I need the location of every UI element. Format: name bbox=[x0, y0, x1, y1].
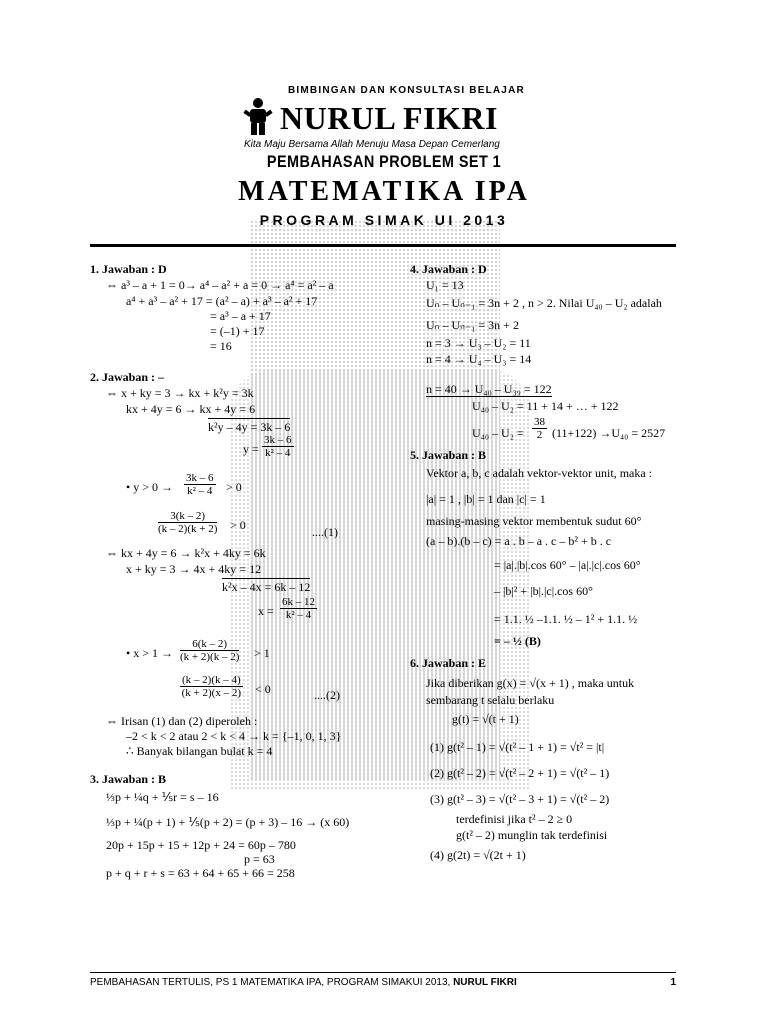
solution-line: g(t² – 2) munglin tak terdefinisi bbox=[456, 828, 608, 842]
solution-line: masing-masing vektor membentuk sudut 60° bbox=[426, 514, 642, 528]
solution-line: Jika diberikan g(x) = √(x + 1) , maka untuk bbox=[426, 676, 635, 690]
solution-line: ⇔ Irisan (1) dan (2) diperoleh : bbox=[106, 714, 258, 728]
answer-2-heading: 2. Jawaban : – bbox=[90, 370, 165, 384]
solution-line: ⇔ x + ky = 3 → kx + k²y = 3k bbox=[106, 386, 254, 400]
solution-line: ⇔ kx + 4y = 6 → k²x + 4ky = 6k bbox=[106, 546, 266, 560]
solution-line: –2 < k < 2 atau 2 < k < 4 → k = {–1, 0, 1, 3} bbox=[126, 729, 342, 743]
solution-line: n = 40 → U₄₀ – U₃₉ = 122 bbox=[426, 382, 552, 396]
solution-line: U₄₀ – U₂ = bbox=[472, 426, 524, 440]
solution-line: ∴ Banyak bilangan bulat k = 4 bbox=[126, 744, 273, 758]
solution-line: (4) g(2t) = √(2t + 1) bbox=[430, 848, 526, 862]
solution-line: ⇔ a³ – a + 1 = 0→ a⁴ – a² + a = 0 → a⁴ = a² – a bbox=[106, 278, 334, 292]
solution-line: x + ky = 3 → 4x + 4ky = 12 bbox=[126, 562, 262, 576]
motto: Kita Maju Bersama Allah Menuju Masa Depan Cemerlang bbox=[244, 139, 500, 150]
fraction: $\frac{6(k - 2)}{(k + 2)(k - 2)}$ bbox=[180, 638, 240, 663]
program-title: PROGRAM SIMAK UI 2013 bbox=[259, 212, 509, 228]
solution-line: • x > 1 → bbox=[126, 646, 173, 660]
solution-line: U₁ = 13 bbox=[426, 278, 464, 292]
doc-title: PEMBAHASAN PROBLEM SET 1 bbox=[266, 152, 502, 171]
solution-line: > 0 bbox=[230, 518, 246, 532]
answer-6-heading: 6. Jawaban : E bbox=[410, 656, 487, 670]
solution-line: ....(1) bbox=[312, 525, 338, 539]
fraction: $\frac{3k - 6}{\text{k² – 4}}$ bbox=[264, 434, 292, 459]
solution-line: x = bbox=[258, 604, 274, 618]
solution-line: k²y – 4y = 3k – 6 bbox=[208, 420, 291, 434]
solution-line: (a – b).(b – c) = a . b – a . c – b² + b . c bbox=[426, 534, 612, 548]
solution-line: • y > 0 → bbox=[126, 480, 173, 494]
solution-line: 20p + 15p + 15 + 12p + 24 = 60p – 780 bbox=[106, 838, 296, 852]
solution-line: p = 63 bbox=[244, 852, 275, 866]
person-logo-icon bbox=[242, 98, 274, 136]
subject-title: MATEMATIKA IPA bbox=[238, 176, 530, 207]
fraction: $\frac{3k - 6}{\text{k² – 4}}$ bbox=[186, 472, 214, 497]
solution-line: = – ½ (B) bbox=[494, 634, 541, 648]
solution-line: (3) g(t² – 3) = √(t² – 3 + 1) = √(t² – 2) bbox=[430, 792, 610, 806]
org-name: BIMBINGAN DAN KONSULTASI BELAJAR bbox=[288, 85, 525, 96]
fraction: $\frac{(k - 2)(k - 4)}{(k + 2)(x - 2)}$ bbox=[181, 674, 241, 699]
solution-line: = 16 bbox=[210, 339, 232, 353]
solution-line: ⅓p + ¼q + ⅕r = s – 16 bbox=[106, 790, 219, 804]
solution-line: > 1 bbox=[254, 646, 270, 660]
solution-line: – |b|² + |b|.|c|.cos 60° bbox=[494, 584, 593, 598]
solution-line: sembarang t selalu berlaku bbox=[426, 693, 555, 707]
solution-line: Vektor a, b, c adalah vektor-vektor unit, maka : bbox=[426, 466, 653, 480]
solution-line: = a³ – a + 17 bbox=[210, 309, 271, 323]
page-number: 1 bbox=[670, 977, 676, 988]
solution-line: Uₙ – Uₙ₋₁ = 3n + 2 , n > 2. Nilai U₄₀ – U₂ adalah bbox=[426, 296, 662, 310]
brand-name: NURUL FIKRI bbox=[280, 100, 498, 136]
solution-line: n = 3 → U₃ – U₂ = 11 bbox=[426, 336, 531, 350]
fraction: $\frac{38}{2}$ bbox=[534, 416, 545, 441]
solution-line: Uₙ – Uₙ₋₁ = 3n + 2 bbox=[426, 318, 519, 332]
solution-line: > 0 bbox=[226, 480, 242, 494]
solution-line: < 0 bbox=[255, 682, 271, 696]
solution-line: = (–1) + 17 bbox=[210, 324, 265, 338]
solution-line: p + q + r + s = 63 + 64 + 65 + 66 = 258 bbox=[106, 866, 295, 880]
footer-text: PEMBAHASAN TERTULIS, PS 1 MATEMATIKA IPA, PROGRAM SIMAKUI 2013, NURUL FIKRI bbox=[90, 977, 517, 988]
answer-5-heading: 5. Jawaban : B bbox=[410, 448, 487, 462]
answer-1-heading: 1. Jawaban : D bbox=[90, 262, 167, 276]
solution-line: (1) g(t² – 1) = √(t² – 1 + 1) = √t² = |t| bbox=[430, 740, 605, 754]
solution-line: = 1.1. ½ –1.1. ½ – 1² + 1.1. ½ bbox=[494, 612, 638, 626]
solution-line: k²x – 4x = 6k – 12 bbox=[222, 580, 311, 594]
solution-line: n = 4 → U₄ – U₃ = 14 bbox=[426, 352, 532, 366]
solution-line: (2) g(t² – 2) = √(t² – 2 + 1) = √(t² – 1) bbox=[430, 766, 610, 780]
solution-line: = |a|.|b|.cos 60° – |a|.|c|.cos 60° bbox=[494, 558, 641, 572]
solution-line: terdefinisi jika t² – 2 ≥ 0 bbox=[456, 812, 573, 826]
fraction: $\frac{3(k - 2)}{(k - 2)(k + 2)}$ bbox=[158, 510, 218, 535]
solution-line: |a| = 1 , |b| = 1 dan |c| = 1 bbox=[426, 492, 546, 506]
answer-4-heading: 4. Jawaban : D bbox=[410, 262, 487, 276]
solution-line: kx + 4y = 6 → kx + 4y = 6 bbox=[126, 402, 256, 416]
solution-line: (11+122) →U₄₀ = 2527 bbox=[552, 426, 666, 440]
header-rule bbox=[90, 244, 676, 247]
solution-line: y = bbox=[243, 442, 259, 456]
answer-3-heading: 3. Jawaban : B bbox=[90, 772, 167, 786]
solution-line: U₄₀ – U₂ = 11 + 14 + … + 122 bbox=[472, 399, 619, 413]
solution-line: ....(2) bbox=[314, 688, 340, 702]
solution-line: a⁴ + a³ – a² + 17 = (a² – a) + a³ – a² + 17 bbox=[126, 294, 318, 308]
solution-line: g(t) = √(t + 1) bbox=[452, 712, 519, 726]
footer bbox=[90, 972, 676, 988]
solution-line: ⅓p + ¼(p + 1) + ⅕(p + 2) = (p + 3) – 16 → (x 60) bbox=[106, 815, 350, 829]
fraction: $\frac{6k - 12}{\text{k² – 4}}$ bbox=[282, 596, 315, 621]
